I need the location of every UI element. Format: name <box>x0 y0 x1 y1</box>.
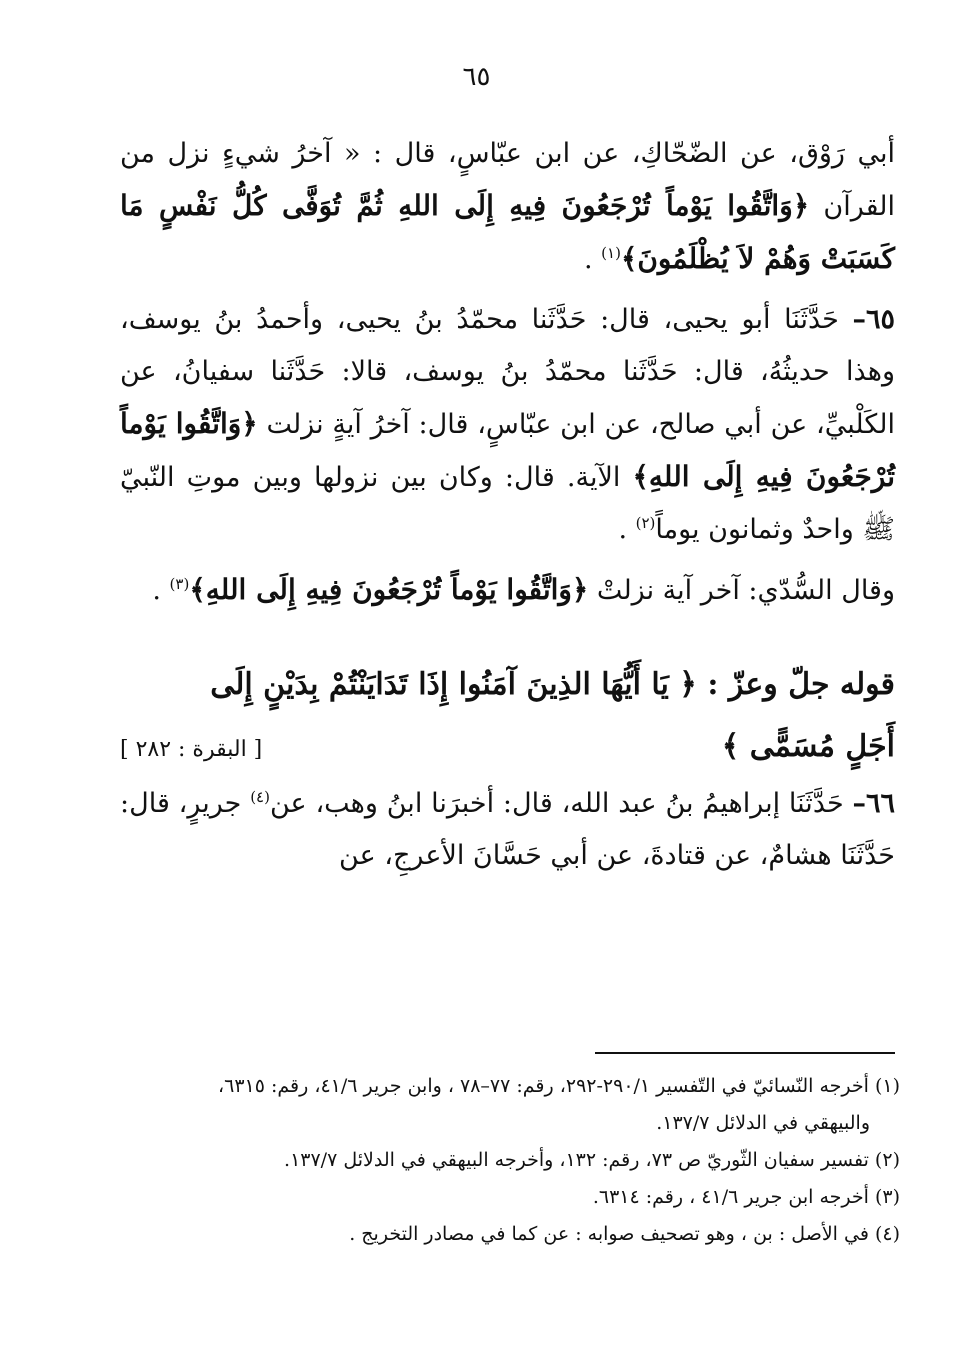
text: وقال السُّدّي: آخر آية نزلتْ <box>588 575 895 606</box>
footnote-3: (٣) أخرجه ابن جرير ٤١/٦ ، رقم: ٦٣١٤. <box>592 1186 900 1208</box>
paragraph-suddi <box>120 564 895 617</box>
text: . <box>618 514 636 545</box>
text: حَدَّثَنَا أبو يحيى، قال: حَدَّثَنا محمّدُ بنُ يحيى، وأحمدُ بنُ يوسف، وهذا حديثُهُ، قال: حَدَّثَنا محمّدُ بنُ يوسف، قالا: حَدَّثَنا سفيانُ، عن الكَلْبيِّ، عن أبي صالح، عن ابن عبّاسٍ، قال: آخرُ آيةٍ نزلت <box>120 304 895 440</box>
footnote-1-continued: والبيهقي في الدلائل ١٣٧/٧. <box>656 1112 870 1134</box>
footnote-4: (٤) في الأصل : بن ، وهو تصحيف صوابه : عن كما في مصادر التخريج . <box>349 1223 900 1245</box>
text: . <box>584 244 602 275</box>
quran-verse: ﴿وَاتَّقُوا يَوْماً تُرْجَعُونَ فِيهِ إِلَى اللهِ﴾ <box>189 573 589 606</box>
hadith-65 <box>120 294 895 556</box>
verse-reference: [ البقرة : ٢٨٢ ] <box>120 737 263 762</box>
quran-verse: أَجَلٍ مُسَمًّى ﴾ <box>721 729 895 764</box>
text: جريرٍ، قال: حَدَّثَنَا هشامٌ، عن قتادةَ، عن أبي حَسَّانَ الأعرجِ، عن <box>120 788 895 871</box>
quran-verse: ﴿وَاتَّقُوا يَوْماً تُرْجَعُونَ فِيهِ إِلَى اللهِ﴾ <box>120 407 895 493</box>
text: أبي رَوْق، عن الضّحّاكِ، عن ابن عبّاسٍ، قال : « آخرُ شيءٍ نزل من القرآن <box>120 138 895 222</box>
section-heading-continued <box>120 719 895 778</box>
footnote-marker: (٣) <box>169 575 190 593</box>
hadith-66 <box>120 778 895 882</box>
footnote-marker: (١) <box>601 244 621 262</box>
paragraph-1 <box>120 128 895 286</box>
page-number: ٦٥ <box>462 62 491 92</box>
text: . <box>152 575 170 606</box>
text: الآية. قال: وكان بين نزولها وبين موتِ النّبيّ ﷺ واحدٌ وثمانون يوماً <box>120 462 895 545</box>
section-heading <box>120 657 895 713</box>
footnote-separator <box>595 1052 895 1054</box>
footnote-2: (٢) تفسير سفيان الثّوريّ ص ٧٣، رقم: ١٣٢، وأخرجه البيهقي في الدلائل ١٣٧/٧. <box>284 1149 900 1171</box>
quran-verse: ﴿وَاتَّقُوا يَوْماً تُرْجَعُونَ فِيهِ إِلَى اللهِ ثُمَّ تُوَفَّى كُلُّ نَفْسٍ مَا كَسَبَتْ وَهُمْ لاَ يُظْلَمُونَ﴾ <box>120 189 895 275</box>
footnote-1: (١) أخرجه النّسائيّ في التّفسير ٢٩٠/١-٢٩٢، رقم: ٧٧–٧٨ ، وابن جرير ٤١/٦، رقم: ٦٣١٥، <box>217 1075 900 1097</box>
quran-verse: ﴿ يَا أَيُّهَا الذِينَ آمَنُوا إِذَا تَدَايَنْتُمْ بِدَيْنٍ إِلَى <box>210 667 697 702</box>
main-text <box>120 128 895 890</box>
hadith-number: ٦٥– <box>852 304 895 335</box>
text: حَدَّثَنَا إبراهيمُ بنُ عبد الله، قال: أخبرَنا ابنُ وهب، عن <box>269 788 853 819</box>
footnotes <box>120 1068 900 1253</box>
footnote-marker: (٢) <box>635 514 656 532</box>
footnote-marker: (٤) <box>250 788 270 806</box>
hadith-number: ٦٦– <box>852 788 895 819</box>
heading-intro: قوله جلّ وعزّ : <box>696 667 895 702</box>
